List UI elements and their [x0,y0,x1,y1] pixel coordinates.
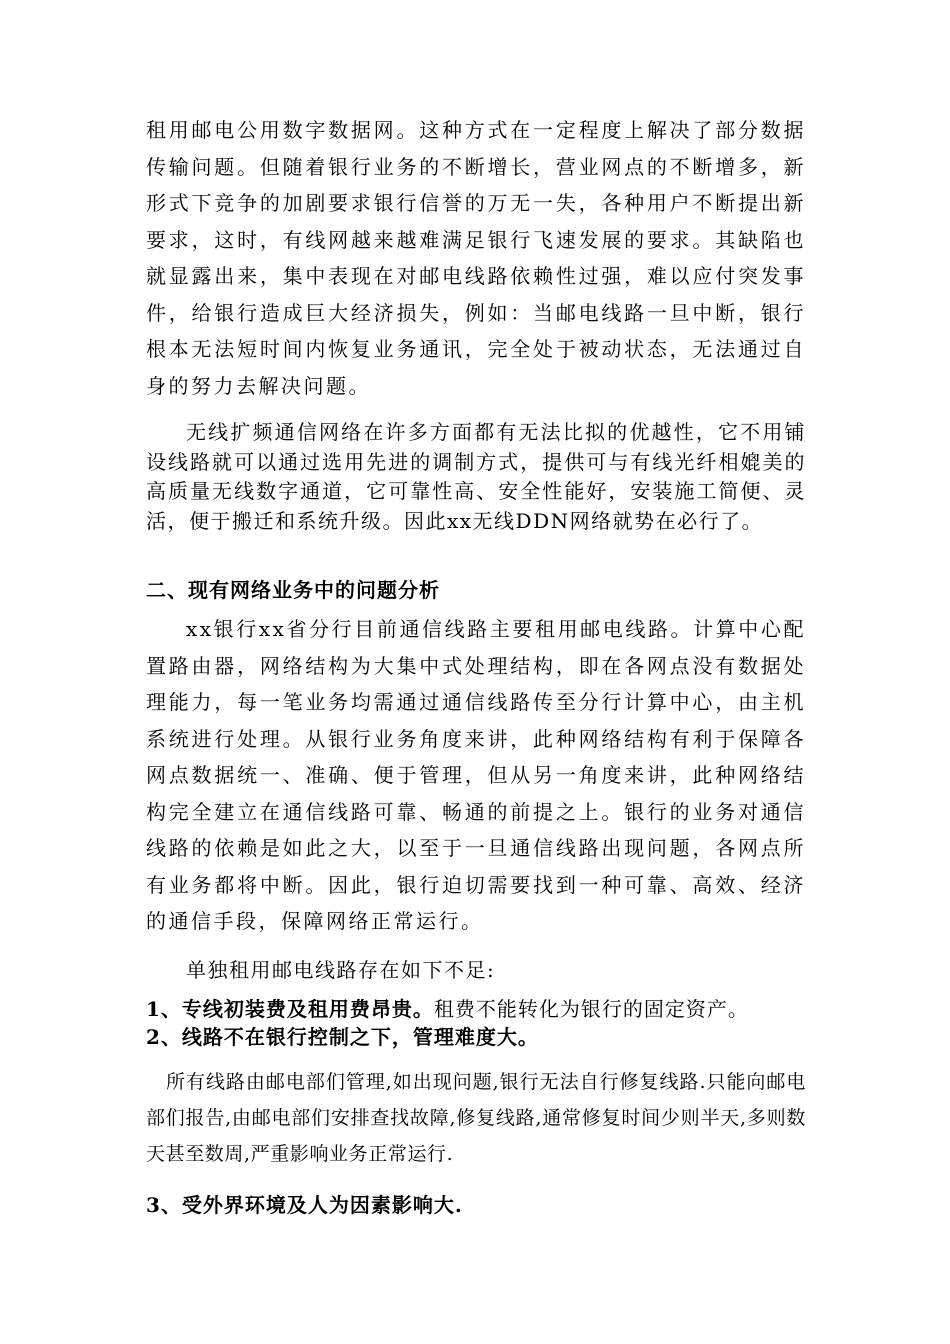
paragraph-shortcomings-intro: 单独租用邮电线路存在如下不足: [186,958,496,982]
paragraph-line-management: 所有线路由邮电部们管理,如出现问题,银行无法自行修复线路.只能向邮电部们报告,由邮电部们安排查找故障,修复线路,通常修复时间少则半天,多则数天甚至数周,严重影响业务正常运行. [146,1071,806,1165]
paragraph-wireless-advantages: 无线扩频通信网络在许多方面都有无法比拟的优越性，它不用铺设线路就可以通过选用先进的调制方式，提供可与有线光纤相媲美的高质量无线数字通道，它可靠性高、安全性能好，安装施工简便、灵活，便于搬迁和系统升级。因此xx无线DDN网络就势在必行了。 [146,420,806,533]
section-heading: 二、现有网络业务中的问题分析 [146,578,440,602]
list-item-2: 2、线路不在银行控制之下，管理难度大。 [146,1025,539,1049]
list-item-1 [146,996,806,1022]
list-item-1-text: 租费不能转化为银行的固定资产。 [433,997,749,1021]
list-item-1-title: 1、专线初装费及租用费昂贵。 [146,997,434,1021]
paragraph-current-network: xx银行xx省分行目前通信线路主要租用邮电线路。计算中心配置路由器，网络结构为大集中式处理结构，即在各网点没有数据处理能力，每一笔业务均需通过通信线路传至分行计算中心，由主机系统进行处理。从银行业务角度来讲，此种网络结构有利于保障各网点数据统一、准确、便于管理，但从另一角度来讲，此种网络结构完全建立在通信线路可靠、畅通的前提之上。银行的业务对通信线路的依赖是如此之大，以至于一旦通信线路出现问题，各网点所有业务都将中断。因此，银行迫切需要找到一种可靠、高效、经济的通信手段，保障网络正常运行。 [146,617,806,933]
list-item-3: 3、受外界环境及人为因素影响大. [146,1193,463,1217]
paragraph-pstn-limitations: 租用邮电公用数字数据网。这种方式在一定程度上解决了部分数据传输问题。但随着银行业务的不断增长，营业网点的不断增多，新形式下竞争的加剧要求银行信誉的万无一失，各种用户不断提出新要求，这时，有线网越来越难满足银行飞速发展的要求。其缺陷也就显露出来，集中表现在对邮电线路依赖性过强，难以应付突发事件，给银行造成巨大经济损失，例如：当邮电线路一旦中断，银行根本无法短时间内恢复业务通讯，完全处于被动状态，无法通过自身的努力去解决问题。 [146,118,806,398]
